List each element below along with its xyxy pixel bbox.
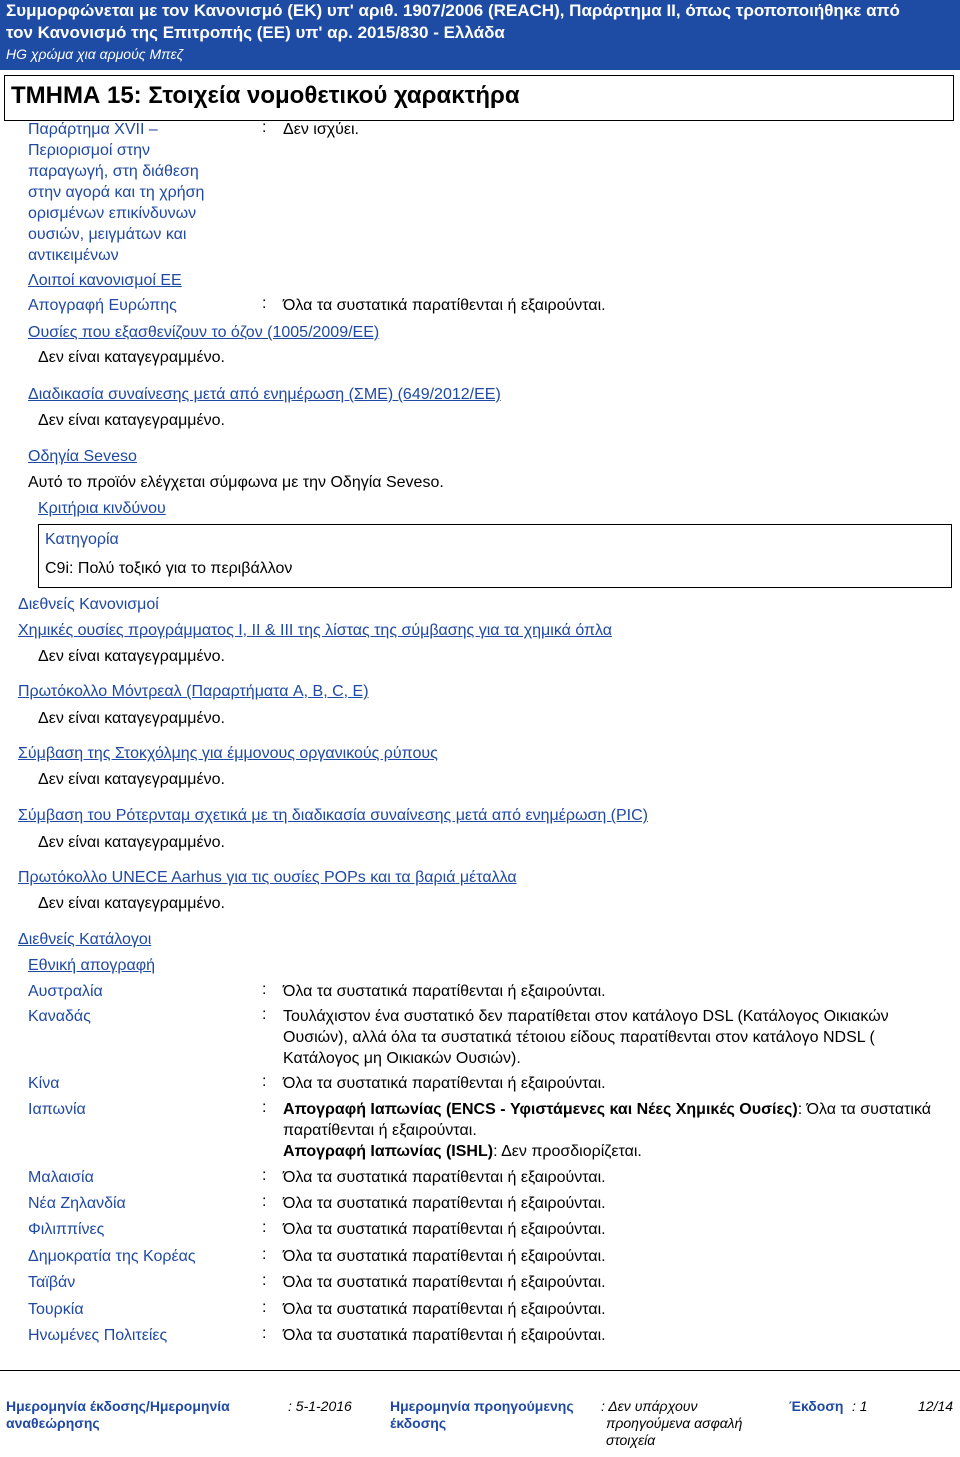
national-inventory-heading: Εθνική απογραφή (28, 957, 156, 974)
country-label: Ιαπωνία (28, 1101, 86, 1118)
issue-date-label-2: αναθεώρησης (6, 1415, 100, 1431)
page-number: 12/14 (918, 1398, 954, 1414)
colon: : (262, 1272, 267, 1289)
section-title-box (4, 75, 954, 121)
other-eu-heading: Λοιποί κανονισμοί ΕΕ (28, 272, 182, 289)
pic-eu-value: Δεν είναι καταγεγραμμένο. (38, 412, 225, 429)
japan-encs-value: Όλα τα συστατικά παρατίθενται ή εξαιρούνται. (283, 1101, 931, 1139)
previous-date-value-2: προηγούμενα ασφαλή (606, 1415, 743, 1431)
annex-xvii-label (28, 119, 248, 266)
intl-reg-title: Χημικές ουσίες προγράμματος I, II & III της λίστας της σύμβασης για τα χημικά όπλα (18, 622, 613, 639)
previous-date-value-1: : Δεν υπάρχουν (601, 1398, 698, 1414)
international-regulations-heading: Διεθνείς Κανονισμοί (18, 596, 159, 613)
intl-reg-title: Πρωτόκολλο UNECE Aarhus για τις ουσίες POPs και τα βαριά μέταλλα (18, 869, 517, 886)
japan-encs-label: Απογραφή Ιαπωνίας (ENCS - Υφιστάμενες και Νέες Χημικές Ουσίες) (283, 1101, 798, 1118)
country-value: Όλα τα συστατικά παρατίθενται ή εξαιρούνται. (283, 1195, 606, 1212)
seveso-heading: Οδηγία Seveso (28, 448, 137, 465)
colon: : (262, 119, 267, 136)
country-label: Ταϊβάν (28, 1274, 76, 1291)
country-value: Όλα τα συστατικά παρατίθενται ή εξαιρούνται. (283, 1075, 606, 1092)
previous-date-label-1: Ημερομηνία προηγούμενης (390, 1398, 574, 1414)
country-label: Φιλιππίνες (28, 1221, 105, 1238)
country-value: Όλα τα συστατικά παρατίθενται ή εξαιρούνται. (283, 1301, 606, 1318)
intl-reg-title: Πρωτόκολλο Μόντρεαλ (Παραρτήματα A, B, C, E) (18, 683, 369, 700)
document-header (0, 0, 960, 70)
colon: : (262, 1167, 267, 1184)
annex-label-line: Περιορισμοί στην (28, 142, 150, 159)
pic-eu-heading: Διαδικασία συναίνεσης μετά από ενημέρωση (ΣΜΕ) (649/2012/ΕΕ) (28, 386, 501, 403)
country-value: Όλα τα συστατικά παρατίθενται ή εξαιρούνται. (283, 1274, 606, 1291)
europe-inventory-label: Απογραφή Ευρώπης (28, 297, 177, 314)
product-name: HG χρώμα χια αρμούς Μπεζ (6, 46, 184, 62)
colon: : (262, 1073, 267, 1090)
country-label: Κίνα (28, 1075, 60, 1092)
country-value: Όλα τα συστατικά παρατίθενται ή εξαιρούνται. (283, 983, 606, 1000)
issue-date-value: : 5-1-2016 (288, 1398, 352, 1414)
annex-label-line: ορισμένων επικίνδυνων (28, 205, 197, 222)
japan-ishl-value: Δεν προσδιορίζεται. (501, 1143, 642, 1160)
section-title: ΤΜΗΜΑ 15: Στοιχεία νομοθετικού χαρακτήρα (11, 82, 520, 109)
ozone-heading: Ουσίες που εξασθενίζουν το όζον (1005/2009/ΕΕ) (28, 324, 380, 341)
ozone-value: Δεν είναι καταγεγραμμένο. (38, 349, 225, 366)
regulation-line-1: Συμμορφώνεται με τον Κανονισμό (ΕΚ) υπ' αριθ. 1907/2006 (REACH), Παράρτημα ΙΙ, όπως τροποποιήθηκε από (6, 1, 900, 20)
version-label: Έκδοση (789, 1398, 844, 1414)
country-label: Καναδάς (28, 1008, 91, 1025)
intl-reg-title: Σύμβαση της Στοκχόλμης για έμμονους οργανικούς ρύπους (18, 745, 438, 762)
colon: : (262, 1299, 267, 1316)
country-label: Δημοκρατία της Κορέας (28, 1248, 196, 1265)
annex-xvii-value: Δεν ισχύει. (283, 121, 359, 138)
colon: : (262, 1099, 267, 1116)
country-label: Αυστραλία (28, 983, 103, 1000)
intl-reg-value: Δεν είναι καταγεγραμμένο. (38, 895, 225, 912)
annex-label-line: ουσιών, μειγμάτων και (28, 226, 187, 243)
issue-date-label-1: Ημερομηνία έκδοσης/Ημερομηνία (6, 1398, 230, 1414)
colon: : (262, 295, 267, 312)
country-value: Όλα τα συστατικά παρατίθενται ή εξαιρούνται. (283, 1221, 606, 1238)
international-lists-heading: Διεθνείς Κατάλογοι (18, 931, 152, 948)
intl-reg-title: Σύμβαση του Ρότερνταμ σχετικά με τη διαδικασία συναίνεσης μετά από ενημέρωση (PIC) (18, 807, 649, 824)
hazard-criteria-heading: Κριτήρια κινδύνου (38, 500, 166, 517)
colon: : (262, 1219, 267, 1236)
country-value: Όλα τα συστατικά παρατίθενται ή εξαιρούνται. (283, 1248, 606, 1265)
country-label: Ηνωμένες Πολιτείες (28, 1327, 168, 1344)
colon: : (262, 1325, 267, 1342)
country-label: Νέα Ζηλανδία (28, 1195, 126, 1212)
version-value: : 1 (852, 1398, 868, 1414)
category-header: Κατηγορία (45, 531, 119, 548)
japan-encs: Απογραφή Ιαπωνίας (ENCS - Υφιστάμενες και Νέες Χημικές Ουσίες): Όλα τα συστατικά παρατίθενται ή εξαιρούνται. (283, 1101, 931, 1139)
country-value: Τουλάχιστον ένα συστατικό δεν παρατίθεται στον κατάλογο DSL (Κατάλογος Οικιακών Ουσιών), αλλά όλα τα συστατικά τέτοιου είδους παρατίθενται στον κατάλογο NDSL ( Κατάλογος μη Οικιακών Ουσιών). (283, 1008, 889, 1067)
colon: : (262, 1006, 267, 1023)
colon: : (262, 1246, 267, 1263)
previous-date-label-2: έκδοσης (390, 1415, 447, 1431)
country-label: Τουρκία (28, 1301, 84, 1318)
japan-ishl: Απογραφή Ιαπωνίας (ISHL): Δεν προσδιορίζεται. (283, 1143, 642, 1160)
country-value: Όλα τα συστατικά παρατίθενται ή εξαιρούνται. (283, 1327, 606, 1344)
annex-label-line: αντικειμένων (28, 247, 119, 264)
regulation-line-2: τον Κανονισμό της Επιτροπής (ΕΕ) υπ' αρ. 2015/830 - Ελλάδα (6, 23, 505, 42)
annex-label-line: στην αγορά και τη χρήση (28, 184, 205, 201)
intl-reg-value: Δεν είναι καταγεγραμμένο. (38, 771, 225, 788)
colon: : (262, 981, 267, 998)
category-table (38, 524, 952, 588)
previous-date-value-3: στοιχεία (606, 1432, 656, 1448)
japan-values (283, 1099, 953, 1162)
country-label: Μαλαισία (28, 1169, 94, 1186)
seveso-text: Αυτό το προϊόν ελέγχεται σύμφωνα με την Οδηγία Seveso. (28, 474, 444, 491)
intl-reg-value: Δεν είναι καταγεγραμμένο. (38, 834, 225, 851)
europe-inventory-value: Όλα τα συστατικά παρατίθενται ή εξαιρούνται. (283, 297, 606, 314)
document-footer (0, 1370, 960, 1457)
japan-ishl-label: Απογραφή Ιαπωνίας (ISHL) (283, 1143, 494, 1160)
annex-label-line: παραγωγή, στη διάθεση (28, 163, 199, 180)
intl-reg-value: Δεν είναι καταγεγραμμένο. (38, 710, 225, 727)
category-value: C9i: Πολύ τοξικό για το περιβάλλον (45, 560, 293, 577)
annex-label-line: Παράρτημα XVII – (28, 121, 158, 138)
intl-reg-value: Δεν είναι καταγεγραμμένο. (38, 648, 225, 665)
colon: : (262, 1193, 267, 1210)
country-value: Όλα τα συστατικά παρατίθενται ή εξαιρούνται. (283, 1169, 606, 1186)
